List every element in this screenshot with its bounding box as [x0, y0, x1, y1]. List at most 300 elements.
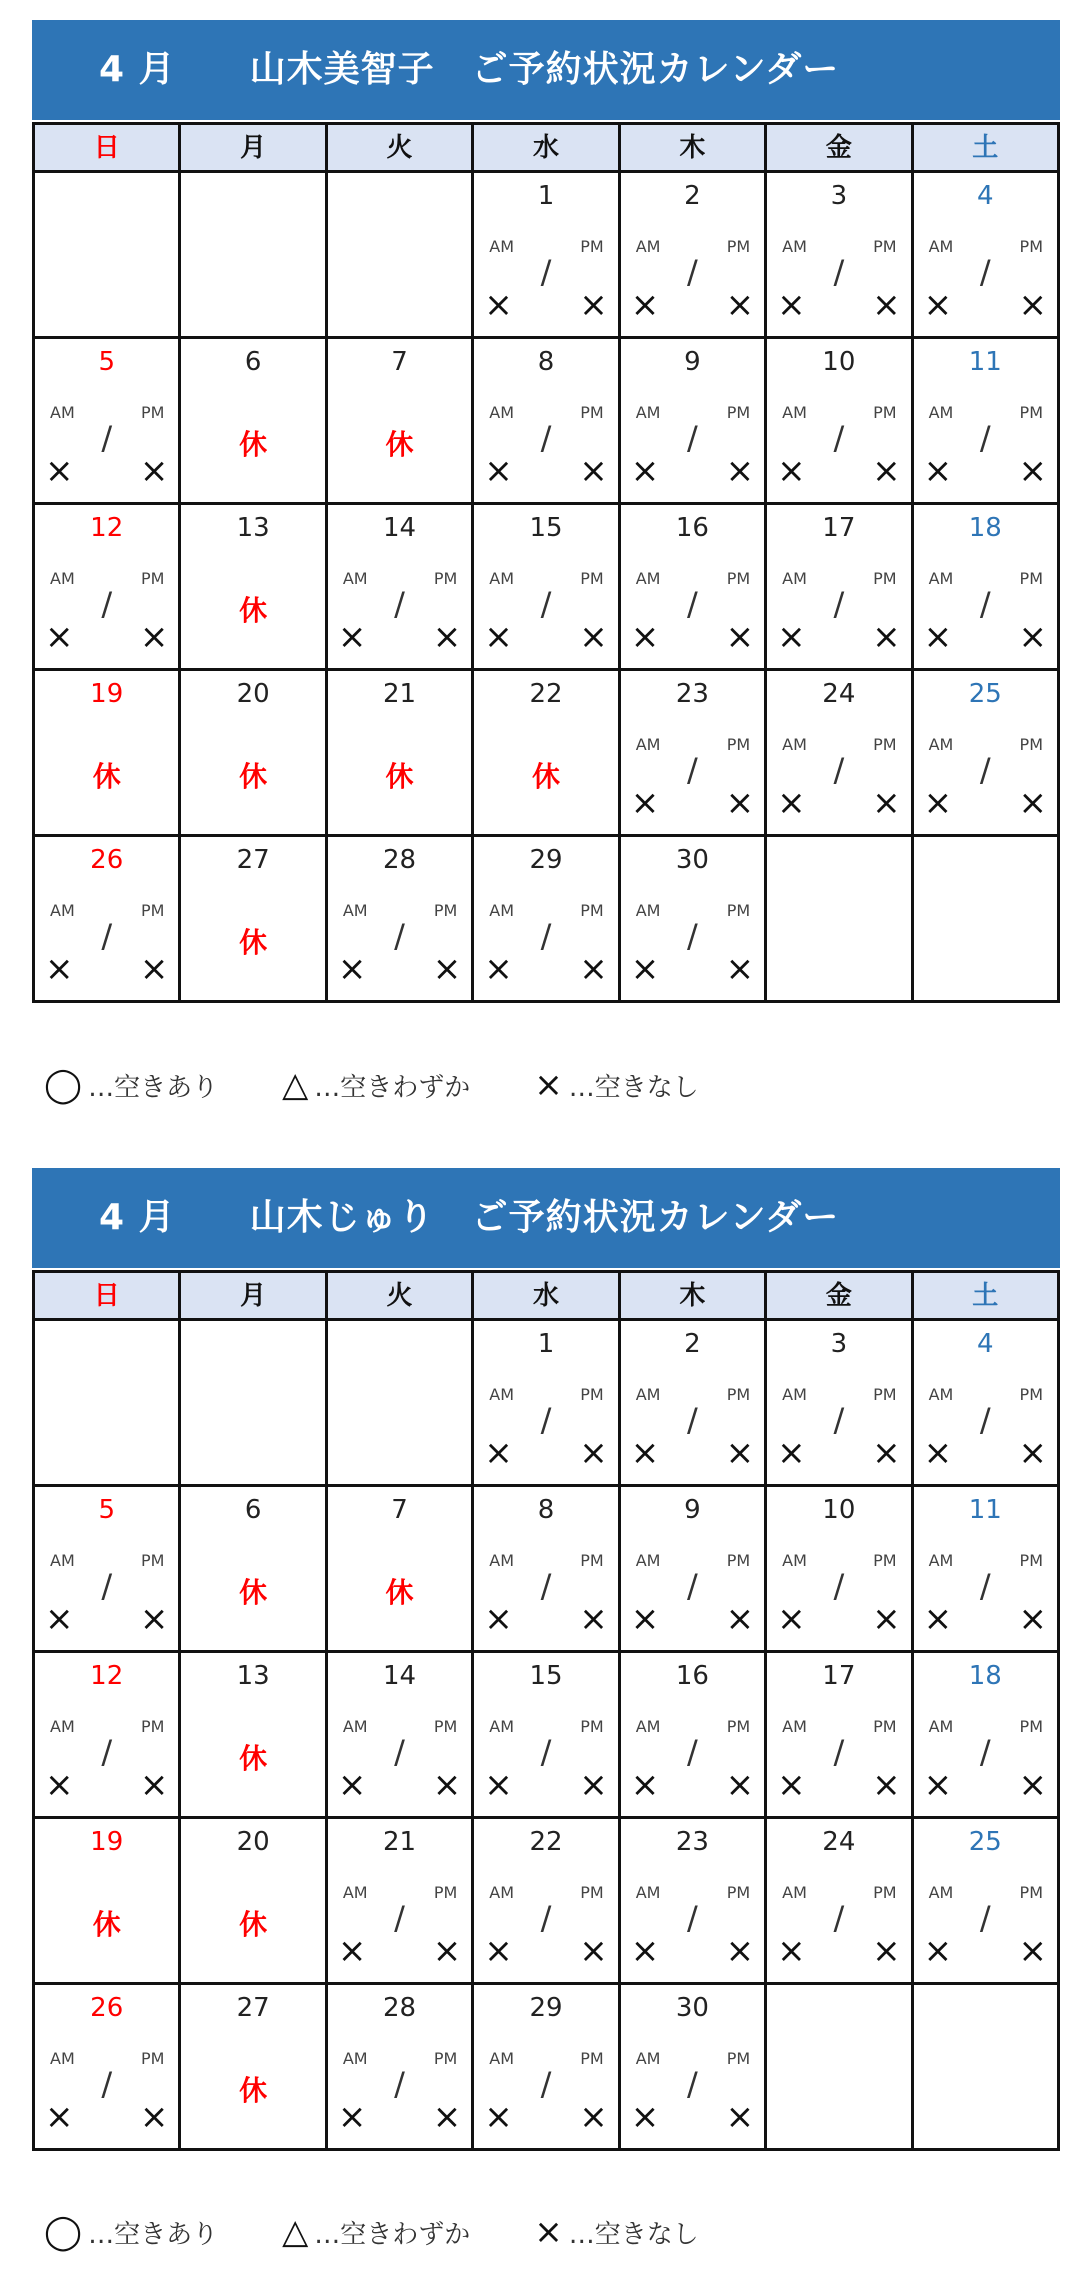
- am-status-mark: ×: [484, 451, 513, 491]
- day-number: 9: [684, 1495, 701, 1525]
- day-cell: [914, 505, 1060, 671]
- slot-separator: /: [540, 1899, 552, 1937]
- slot-separator: /: [101, 917, 113, 955]
- day-cell: [474, 1487, 620, 1653]
- am-label: AM: [489, 1385, 515, 1404]
- pm-status-mark: ×: [725, 783, 755, 823]
- day-number: 22: [529, 1827, 563, 1857]
- pm-label: PM: [873, 1551, 897, 1570]
- am-status-mark: ×: [630, 451, 660, 491]
- slot-separator: /: [687, 2065, 698, 2103]
- slot-separator: /: [979, 253, 991, 291]
- am-status-mark: ×: [484, 2097, 513, 2137]
- pm-label: PM: [873, 569, 897, 588]
- am-status-mark: ×: [923, 1599, 953, 1639]
- day-number: 30: [675, 1993, 709, 2023]
- day-number: 24: [822, 679, 856, 709]
- day-number: 13: [236, 1661, 270, 1691]
- day-number: 18: [968, 1661, 1002, 1691]
- pm-status-mark: ×: [725, 617, 755, 657]
- slot-separator: /: [979, 1733, 991, 1771]
- am-label: AM: [489, 237, 515, 256]
- day-cell: [181, 1985, 327, 2151]
- am-label: AM: [782, 1717, 807, 1736]
- pm-status-mark: ×: [1018, 451, 1047, 491]
- day-cell: [767, 1321, 913, 1487]
- day-number: 3: [830, 181, 848, 211]
- day-cell: [767, 339, 913, 505]
- pm-status-mark: ×: [579, 1765, 608, 1805]
- pm-label: PM: [1019, 237, 1043, 256]
- am-label: AM: [489, 1551, 515, 1570]
- pm-label: PM: [433, 901, 458, 920]
- am-status-mark: ×: [45, 451, 74, 491]
- calendar-title: 4 月 山木美智子 ご予約状況カレンダー: [32, 20, 1060, 120]
- slot-separator: /: [979, 1401, 991, 1439]
- closed-label: 休: [385, 428, 414, 461]
- am-status-mark: ×: [484, 949, 513, 989]
- empty-cell: [767, 837, 913, 1003]
- slot-separator: /: [687, 419, 698, 457]
- pm-status-mark: ×: [1018, 1931, 1047, 1971]
- am-label: AM: [489, 2049, 515, 2068]
- day-cell: [914, 1321, 1060, 1487]
- day-number: 5: [98, 347, 115, 377]
- day-number: 16: [675, 1661, 709, 1691]
- weekday-header: 木: [621, 125, 767, 173]
- slot-separator: /: [540, 1401, 552, 1439]
- day-number: 29: [529, 1993, 563, 2023]
- pm-label: PM: [433, 1717, 458, 1736]
- slot-separator: /: [687, 253, 698, 291]
- day-number: 30: [675, 845, 709, 875]
- day-number: 20: [236, 679, 270, 709]
- day-number: 5: [98, 1495, 115, 1525]
- am-status-mark: ×: [484, 1599, 513, 1639]
- day-cell: [914, 339, 1060, 505]
- pm-status-mark: ×: [872, 285, 901, 325]
- slot-separator: /: [540, 1567, 552, 1605]
- slot-separator: /: [540, 419, 552, 457]
- am-label: AM: [635, 901, 661, 920]
- day-number: 1: [537, 181, 555, 211]
- slot-separator: /: [687, 1733, 698, 1771]
- am-status-mark: ×: [777, 1599, 806, 1639]
- legend-item-full: [534, 1065, 699, 1105]
- pm-label: PM: [1019, 403, 1043, 422]
- day-number: 4: [977, 1329, 994, 1359]
- pm-status-mark: ×: [725, 285, 755, 325]
- am-status-mark: ×: [630, 1765, 660, 1805]
- slot-separator: /: [540, 917, 552, 955]
- am-status-mark: ×: [337, 617, 367, 657]
- pm-status-mark: ×: [432, 2097, 462, 2137]
- am-status-mark: ×: [923, 617, 953, 657]
- am-label: AM: [342, 2049, 368, 2068]
- slot-separator: /: [833, 1401, 845, 1439]
- pm-label: PM: [726, 1551, 751, 1570]
- day-number: 24: [822, 1827, 856, 1857]
- am-status-mark: ×: [777, 1931, 806, 1971]
- pm-status-mark: ×: [432, 949, 462, 989]
- weekday-header: 月: [181, 1273, 327, 1321]
- am-label: AM: [342, 1883, 368, 1902]
- am-status-mark: ×: [777, 1765, 806, 1805]
- pm-status-mark: ×: [725, 1599, 755, 1639]
- am-label: AM: [782, 1551, 807, 1570]
- day-cell: [474, 1985, 620, 2151]
- slot-separator: /: [979, 585, 991, 623]
- day-number: 10: [822, 1495, 856, 1525]
- pm-label: PM: [580, 1385, 604, 1404]
- am-status-mark: ×: [923, 1931, 953, 1971]
- closed-label: 休: [239, 1576, 268, 1609]
- day-cell: [621, 505, 767, 671]
- empty-cell: [35, 1321, 181, 1487]
- slot-separator: /: [833, 419, 845, 457]
- pm-label: PM: [726, 237, 751, 256]
- am-label: AM: [928, 1551, 954, 1570]
- am-label: AM: [635, 237, 661, 256]
- am-label: AM: [928, 735, 954, 754]
- closed-label: 休: [239, 760, 268, 793]
- am-status-mark: ×: [630, 1599, 660, 1639]
- day-cell: [621, 339, 767, 505]
- circle-icon: ◯: [44, 2212, 83, 2252]
- day-cell: [35, 837, 181, 1003]
- pm-status-mark: ×: [1018, 285, 1047, 325]
- pm-label: PM: [580, 2049, 604, 2068]
- day-cell: [328, 1487, 474, 1653]
- slot-separator: /: [394, 2065, 405, 2103]
- pm-status-mark: ×: [725, 1433, 755, 1473]
- calendar-grid: [32, 1270, 1060, 2151]
- am-label: AM: [635, 569, 661, 588]
- slot-separator: /: [540, 585, 552, 623]
- am-label: AM: [50, 1551, 75, 1570]
- slot-separator: /: [101, 585, 113, 623]
- am-label: AM: [635, 1385, 661, 1404]
- empty-cell: [328, 1321, 474, 1487]
- weekday-header: 水: [474, 125, 620, 173]
- pm-label: PM: [1019, 1883, 1043, 1902]
- day-cell: [767, 1653, 913, 1819]
- am-label: AM: [489, 1717, 515, 1736]
- day-number: 27: [236, 845, 270, 875]
- closed-label: 休: [385, 760, 414, 793]
- slot-separator: /: [687, 917, 698, 955]
- am-label: AM: [635, 1883, 661, 1902]
- day-cell: [621, 1653, 767, 1819]
- calendar-title: 4 月 山木じゅり ご予約状況カレンダー: [32, 1168, 1060, 1268]
- closed-label: 休: [239, 926, 268, 959]
- day-cell: [621, 1321, 767, 1487]
- pm-status-mark: ×: [872, 1931, 901, 1971]
- slot-separator: /: [394, 585, 405, 623]
- am-status-mark: ×: [630, 1931, 660, 1971]
- legend-item-available: [44, 2212, 218, 2252]
- day-cell: [621, 1487, 767, 1653]
- pm-label: PM: [580, 569, 604, 588]
- empty-cell: [181, 173, 327, 339]
- day-number: 11: [968, 347, 1002, 377]
- am-label: AM: [928, 237, 954, 256]
- am-label: AM: [782, 1385, 807, 1404]
- pm-label: PM: [873, 403, 897, 422]
- am-label: AM: [489, 403, 515, 422]
- pm-label: PM: [726, 735, 751, 754]
- pm-label: PM: [726, 403, 751, 422]
- pm-status-mark: ×: [872, 783, 901, 823]
- slot-separator: /: [687, 1567, 698, 1605]
- am-label: AM: [50, 569, 75, 588]
- legend-label: …空きわずか: [314, 2219, 471, 2250]
- am-status-mark: ×: [923, 1765, 953, 1805]
- pm-status-mark: ×: [139, 617, 169, 657]
- am-status-mark: ×: [337, 949, 367, 989]
- pm-status-mark: ×: [1018, 617, 1047, 657]
- weekday-header: 火: [328, 125, 474, 173]
- day-cell: [767, 1487, 913, 1653]
- closed-label: 休: [239, 1908, 268, 1941]
- day-cell: [914, 1487, 1060, 1653]
- am-status-mark: ×: [630, 617, 660, 657]
- pm-label: PM: [580, 901, 604, 920]
- slot-separator: /: [394, 1733, 405, 1771]
- pm-status-mark: ×: [725, 1931, 755, 1971]
- legend-item-few: [282, 2212, 470, 2252]
- day-cell: [181, 671, 327, 837]
- am-status-mark: ×: [337, 1931, 367, 1971]
- pm-status-mark: ×: [579, 1433, 608, 1473]
- legend-label: …空きなし: [568, 1072, 699, 1103]
- legend-label: …空きなし: [568, 2219, 699, 2250]
- cross-icon: ×: [534, 2212, 563, 2252]
- day-number: 21: [383, 679, 417, 709]
- day-number: 21: [383, 1827, 417, 1857]
- am-status-mark: ×: [923, 1433, 953, 1473]
- closed-label: 休: [385, 1576, 414, 1609]
- pm-label: PM: [726, 2049, 751, 2068]
- slot-separator: /: [979, 1567, 991, 1605]
- am-status-mark: ×: [777, 783, 806, 823]
- slot-separator: /: [979, 419, 991, 457]
- slot-separator: /: [687, 1899, 698, 1937]
- slot-separator: /: [101, 1733, 113, 1771]
- day-cell: [621, 671, 767, 837]
- weekday-header: 土: [914, 125, 1060, 173]
- closed-label: 休: [92, 1908, 121, 1941]
- pm-status-mark: ×: [579, 617, 608, 657]
- slot-separator: /: [540, 2065, 552, 2103]
- pm-status-mark: ×: [1018, 1433, 1047, 1473]
- am-status-mark: ×: [777, 451, 806, 491]
- day-cell: [914, 1653, 1060, 1819]
- triangle-icon: △: [282, 2212, 309, 2252]
- weekday-header: 日: [35, 125, 181, 173]
- closed-label: 休: [239, 2074, 268, 2107]
- am-status-mark: ×: [777, 1433, 806, 1473]
- day-cell: [328, 339, 474, 505]
- pm-label: PM: [726, 1883, 751, 1902]
- slot-separator: /: [540, 253, 552, 291]
- closed-label: 休: [239, 1742, 268, 1775]
- am-label: AM: [50, 901, 75, 920]
- day-number: 20: [236, 1827, 270, 1857]
- pm-label: PM: [140, 1717, 165, 1736]
- pm-label: PM: [1019, 1551, 1043, 1570]
- pm-label: PM: [140, 901, 165, 920]
- day-cell: [35, 1653, 181, 1819]
- day-number: 14: [383, 513, 417, 543]
- day-cell: [767, 173, 913, 339]
- pm-status-mark: ×: [139, 451, 169, 491]
- pm-label: PM: [433, 2049, 458, 2068]
- am-label: AM: [928, 569, 954, 588]
- pm-label: PM: [140, 2049, 165, 2068]
- am-label: AM: [635, 1717, 661, 1736]
- pm-label: PM: [433, 1883, 458, 1902]
- pm-label: PM: [726, 1717, 751, 1736]
- slot-separator: /: [833, 585, 845, 623]
- am-label: AM: [928, 1717, 954, 1736]
- day-cell: [474, 1819, 620, 1985]
- slot-separator: /: [101, 1567, 113, 1605]
- day-number: 12: [90, 1661, 124, 1691]
- legend: [44, 1065, 763, 1105]
- day-number: 17: [822, 513, 856, 543]
- slot-separator: /: [687, 1401, 698, 1439]
- pm-status-mark: ×: [579, 1931, 608, 1971]
- closed-label: 休: [239, 428, 268, 461]
- slot-separator: /: [979, 751, 991, 789]
- am-label: AM: [50, 1717, 75, 1736]
- am-status-mark: ×: [484, 617, 513, 657]
- day-cell: [328, 505, 474, 671]
- day-number: 26: [90, 845, 124, 875]
- slot-separator: /: [687, 751, 698, 789]
- weekday-header: 金: [767, 125, 913, 173]
- day-number: 26: [90, 1993, 124, 2023]
- am-status-mark: ×: [923, 285, 953, 325]
- day-cell: [474, 505, 620, 671]
- am-status-mark: ×: [630, 1433, 660, 1473]
- day-number: 8: [537, 347, 555, 377]
- cross-icon: ×: [534, 1065, 563, 1105]
- day-number: 14: [383, 1661, 417, 1691]
- day-number: 6: [244, 1495, 262, 1525]
- day-number: 17: [822, 1661, 856, 1691]
- day-cell: [181, 837, 327, 1003]
- day-number: 7: [391, 347, 408, 377]
- legend-label: …空きわずか: [314, 1072, 471, 1103]
- day-cell: [474, 1653, 620, 1819]
- slot-separator: /: [833, 1567, 845, 1605]
- legend-item-full: [534, 2212, 699, 2252]
- am-label: AM: [50, 403, 75, 422]
- day-number: 3: [830, 1329, 848, 1359]
- weekday-header: 水: [474, 1273, 620, 1321]
- pm-label: PM: [580, 237, 604, 256]
- legend-label: …空きあり: [88, 1072, 219, 1103]
- pm-status-mark: ×: [579, 451, 608, 491]
- pm-status-mark: ×: [139, 2097, 169, 2137]
- am-status-mark: ×: [630, 783, 660, 823]
- circle-icon: ◯: [44, 1065, 83, 1105]
- calendar-juri: [32, 1168, 1060, 2151]
- day-number: 16: [675, 513, 709, 543]
- am-status-mark: ×: [45, 949, 74, 989]
- am-label: AM: [782, 1883, 807, 1902]
- day-cell: [914, 173, 1060, 339]
- day-cell: [621, 173, 767, 339]
- pm-status-mark: ×: [872, 617, 901, 657]
- day-cell: [35, 505, 181, 671]
- slot-separator: /: [101, 419, 113, 457]
- day-number: 19: [90, 679, 124, 709]
- weekday-header: 土: [914, 1273, 1060, 1321]
- day-cell: [621, 1819, 767, 1985]
- day-number: 15: [529, 1661, 563, 1691]
- day-number: 8: [537, 1495, 555, 1525]
- pm-label: PM: [726, 1385, 751, 1404]
- pm-status-mark: ×: [872, 1599, 901, 1639]
- pm-status-mark: ×: [872, 1433, 901, 1473]
- weekday-header: 日: [35, 1273, 181, 1321]
- day-cell: [621, 837, 767, 1003]
- am-status-mark: ×: [630, 285, 660, 325]
- pm-status-mark: ×: [139, 949, 169, 989]
- am-status-mark: ×: [630, 2097, 660, 2137]
- am-label: AM: [928, 1883, 954, 1902]
- pm-status-mark: ×: [1018, 1765, 1047, 1805]
- empty-cell: [767, 1985, 913, 2151]
- pm-label: PM: [580, 1717, 604, 1736]
- empty-cell: [328, 173, 474, 339]
- day-cell: [181, 505, 327, 671]
- day-number: 28: [383, 1993, 417, 2023]
- pm-status-mark: ×: [872, 1765, 901, 1805]
- pm-label: PM: [1019, 1385, 1043, 1404]
- day-number: 19: [90, 1827, 124, 1857]
- pm-label: PM: [1019, 569, 1043, 588]
- empty-cell: [181, 1321, 327, 1487]
- slot-separator: /: [833, 253, 845, 291]
- day-number: 12: [90, 513, 124, 543]
- day-cell: [181, 1487, 327, 1653]
- day-cell: [328, 1985, 474, 2151]
- closed-label: 休: [239, 594, 268, 627]
- pm-status-mark: ×: [139, 1599, 169, 1639]
- am-label: AM: [928, 403, 954, 422]
- am-status-mark: ×: [45, 617, 74, 657]
- day-cell: [767, 505, 913, 671]
- day-cell: [181, 1819, 327, 1985]
- day-number: 18: [968, 513, 1002, 543]
- pm-label: PM: [433, 569, 458, 588]
- day-number: 23: [675, 1827, 709, 1857]
- pm-label: PM: [1019, 1717, 1043, 1736]
- weekday-header: 火: [328, 1273, 474, 1321]
- day-number: 11: [968, 1495, 1002, 1525]
- pm-status-mark: ×: [725, 949, 755, 989]
- slot-separator: /: [394, 917, 405, 955]
- pm-status-mark: ×: [432, 1765, 462, 1805]
- pm-status-mark: ×: [725, 2097, 755, 2137]
- day-number: 7: [391, 1495, 408, 1525]
- day-number: 2: [684, 181, 701, 211]
- day-number: 23: [675, 679, 709, 709]
